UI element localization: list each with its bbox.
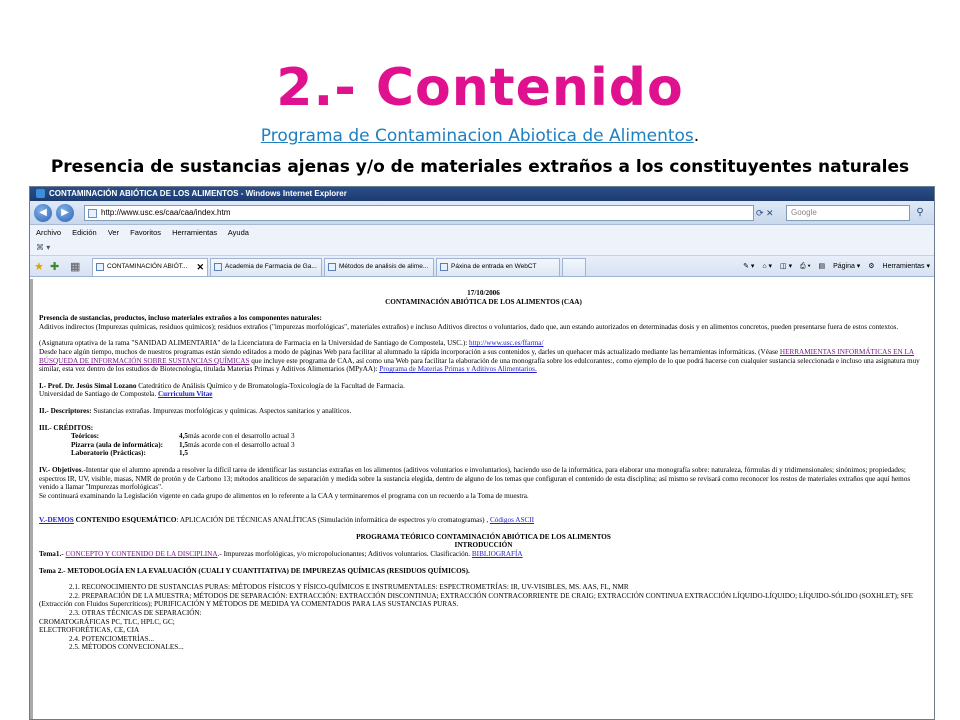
asignatura-paragraph: (Asignatura optativa de la rama "SANIDAD ALIMENTARIA" de la Licenciatura de Farmacia en la Universidad de Santiago de Compostela, USC.): http://www.usc.es/ffarma/: [39, 339, 544, 348]
credito-row: Pizarra (aula de informática): 1,5más acorde con el desarrollo actual 3: [71, 440, 295, 449]
search-input[interactable]: Google: [786, 205, 910, 221]
back-icon[interactable]: ◀: [34, 204, 52, 222]
curriculum-link[interactable]: Curriculum Vitae: [157, 390, 213, 399]
command-bar: [737, 259, 930, 275]
link-suffix: .: [693, 126, 700, 146]
page-date: 17/10/2006: [467, 289, 500, 297]
creditos-label: III.- CRÉDITOS:: [39, 423, 94, 432]
tab-webct[interactable]: [436, 258, 560, 276]
tema2-item: 2.5. MÉTODOS CONVECIONALES...: [69, 643, 184, 652]
tema2-item: CROMATOGRÁFICAS PC, TLC, HPLC, GC;: [39, 617, 175, 626]
profesor-paragraph: I.- Prof. Dr. Jesús Simal Lozano Catedrático de Análisis Químico y de Bromatología-Toxicología de la Facultad de Farmacia.: [39, 381, 405, 390]
page-menu[interactable]: ▤ Página ▾: [818, 263, 861, 270]
introduccion-heading: INTRODUCCIÓN: [454, 541, 513, 550]
tema2-item: 2.4. POTENCIOMETRÍAS...: [69, 634, 155, 643]
search-icon[interactable]: ⚲: [916, 207, 924, 218]
web-page-content: [30, 279, 934, 720]
tema2-item: 2.3. OTRAS TÉCNICAS DE SEPARACIÓN:: [69, 609, 202, 618]
tab-label: CONTAMINACIÓN ABIÓT...: [107, 263, 188, 270]
refresh-stop-icons[interactable]: ⟳ ✕: [756, 208, 774, 218]
favorites-star-icon[interactable]: ★: [34, 261, 44, 273]
materias-primas-link[interactable]: Programa de Materias Primas y Aditivos Alimentarios.: [379, 365, 537, 374]
universidad-line: Universidad de Santiago de Compostela. Curriculum Vitae: [39, 390, 213, 399]
tab-label: Métodos de analisis de alime...: [339, 263, 429, 270]
page-icon: [88, 209, 97, 218]
objetivos-paragraph-2: Se continuará examinando la Legislación vigente en cada grupo de alimentos en lo referente a la CAA y terminaremos el programa con un recuerdo a la Toma de muestra.: [39, 491, 529, 500]
desde-paragraph: Desde hace algún tiempo, muchos de nuestros programas están siendo editados a modo de páginas Web para facilitar al alumnado la rápida incorporación a sus contenidos y, darles un quehacer más actualizado mediante las herramientas informáticas. (Véase HERRAMIENTAS INFORMÁTICAS EN LA BÚSQUEDA DE INFORMACIÓN SOBRE SUSTANCIAS QUÍMICAS que incluye este programa de CAA, así como una Web para facilitar la elaboración de una monografía sobre los edulcorantes:, como ejemplo de lo que podrá hacerse con cualquier sustancia seleccionada e incluso una asignatura muy similar, esta vez dentro de los estudios de Biotecnología, titulada Materias Primas y Aditivos Alimentarios (MPyAA): Programa de Materias Primas y Aditivos Alimentarios.: [39, 347, 920, 374]
herramientas-link[interactable]: HERRAMIENTAS INFORMÁTICAS EN LA BÚSQUEDA DE INFORMACIÓN SOBRE SUSTANCIAS QUÍMICAS: [39, 347, 915, 365]
url-input[interactable]: [84, 205, 754, 221]
programa-heading: PROGRAMA TEÓRICO CONTAMINACIÓN ABIÓTICA DE LOS ALIMENTOS: [356, 532, 611, 541]
window-title: CONTAMINACIÓN ABIÓTICA DE LOS ALIMENTOS - Windows Internet Explorer: [49, 189, 347, 198]
tab-page-icon: [96, 263, 104, 271]
menu-ayuda[interactable]: Ayuda: [227, 228, 249, 237]
menu-edicion[interactable]: Edición: [72, 228, 97, 237]
tab-page-icon: [440, 263, 448, 271]
address-bar: [30, 201, 934, 225]
credito-row: Teóricos: 4,5más acorde con el desarrollo actual 3: [71, 432, 295, 441]
command-row: [30, 241, 934, 255]
tabs-bar: [30, 255, 934, 277]
tab-contaminacion[interactable]: [92, 258, 208, 276]
ie-icon: [36, 189, 45, 198]
tab-page-icon: [214, 263, 222, 271]
tema2-item: 2.2. PREPARACIÓN DE LA MUESTRA; MÉTODOS DE SEPARACIÓN: EXTRACCIÓN: EXTRACCIÓN DISCONTINUA; EXTRACCIÓN CONTRACORRIENTE DE CRAIG; EXTRACCIÓN CONTINUA EXTRACCIÓN LÍQUIDO-LÍQUIDO; LÍQUIDO-SÓLIDO (SOXHLET); SFE (Extracción con Fluidos Supercríticos); PURIFICACIÓN Y MÉTODOS DE MEDIDA YA COMENTADOS PARA LAS SUSTANCIAS PURAS.: [39, 591, 914, 609]
objetivos-paragraph: IV.- Objetivos.-Intentar que el alumno aprenda a resolver la difícil tarea de identificar las sustancias extrañas en los alimentos (aditivos voluntarios e involuntarios), haciendo uso de la informática, para elaborar una monografía sobre: naturaleza, fórmulas di y tridimensionales; sinónimos; propiedades; espectros IR, UV, visible, masas, NMR de protón y de Carbono 13; métodos analíticos de separación y medida sobre la sustancia elegida, dentro de alguno de los temas que configuran el contenido de esta disciplina; así mismo se revisará como reconocer los restos de materiales extraños que aquí hemos venido a llamar "Impurezas morfológicas".: [39, 465, 911, 492]
demos-link[interactable]: V.-DEMOS: [39, 516, 74, 525]
bibliografia-link[interactable]: BIBLIOGRAFÍA: [471, 550, 523, 559]
print-icon[interactable]: ⎙ ▾: [800, 263, 811, 270]
add-favorite-icon[interactable]: ✚: [50, 261, 60, 273]
tab-label: Academia de Farmacia de Ga...: [225, 263, 317, 270]
tab-page-icon: [328, 263, 336, 271]
menu-ver[interactable]: Ver: [107, 228, 120, 237]
tema2-line: Tema 2.- METODOLOGÍA EN LA EVALUACIÓN (CUALI Y CUANTITATIVA) DE IMPUREZAS QUÍMICAS (RESIDUOS QUÍMICOS).: [39, 566, 470, 575]
tema2-item: 2.1. RECONOCIMIENTO DE SUSTANCIAS PURAS: MÉTODOS FÍSICOS Y FÍSICO-QUÍMICOS E INSTRUMENTALES: ESPECTROMETRÍAS: IR, UV-VISIBLES, MS. AAS, FL, NMR: [69, 583, 629, 592]
close-icon[interactable]: ✕: [196, 262, 204, 272]
program-link[interactable]: Programa de Contaminacion Abiotica de Alimentos: [260, 126, 694, 146]
tema1-line: Tema1.- CONCEPTO Y CONTENIDO DE LA DISCIPLINA.- Impurezas morfológicas, y/o micropolucionantes; Aditivos voluntarios. Clasificación. BIBLIOGRAFÍA: [39, 550, 523, 559]
window-titlebar: [30, 187, 934, 201]
slide-title: 2.- Contenido: [276, 58, 684, 118]
esquematico-line: V.-DEMOS CONTENIDO ESQUEMÁTICO: APLICACIÓN DE TÉCNICAS ANALÍTICAS (Simulación informática de espectros y/o cromatogramas) , Códigos ASCII: [39, 516, 535, 525]
menu-archivo[interactable]: Archivo: [36, 228, 62, 237]
descriptores-line: II.- Descriptores: Sustancias extrañas. Impurezas morfológicas y químicas. Aspectos sanitarios y analíticos.: [39, 406, 352, 415]
tab-label: Páxina de entrada en WebCT: [451, 263, 537, 270]
presencia-title: Presencia de sustancias, productos, incluso materiales extraños a los componentes naturales:: [39, 314, 322, 323]
tools-menu[interactable]: ⚙ Herramientas ▾: [868, 263, 930, 270]
tab-academia[interactable]: [210, 258, 322, 276]
slide-link-line: [0, 124, 960, 148]
browser-window: [29, 186, 935, 720]
page-heading: CONTAMINACIÓN ABIÓTICA DE LOS ALIMENTOS (CAA): [385, 297, 582, 306]
codigos-link[interactable]: Códigos ASCII: [489, 516, 535, 525]
home-icon[interactable]: ⌂ ▾: [762, 263, 773, 270]
menu-favoritos[interactable]: Favoritos: [130, 228, 162, 237]
pen-icon[interactable]: ✎ ▾: [743, 263, 755, 270]
slide-subtitle: Presencia de sustancias ajenas y/o de materiales extraños a los constituyentes naturales: [50, 157, 910, 177]
ffarma-link[interactable]: http://www.usc.es/ffarma/: [469, 339, 544, 348]
menu-herramientas[interactable]: Herramientas: [172, 228, 218, 237]
url-text: http://www.usc.es/caa/caa/index.htm: [101, 208, 231, 217]
credito-row: Laboratorio (Prácticas): 1,5: [71, 449, 188, 458]
new-tab-button[interactable]: [562, 258, 586, 276]
forward-icon[interactable]: ▶: [56, 204, 74, 222]
tema2-item: ELECTROFORÉTICAS, CE, CIA: [39, 626, 140, 635]
presencia-text: Aditivos indirectos (Impurezas químicas, residuos químicos); residuos extraños ("impurezas morfológicas", materiales extraños) e incluso Aditivos directos o voluntarios, dado que, aun estando autorizados en determinadas dosis y en alimentos concretos, pueden presentarse fuera de estos contextos.: [39, 322, 899, 331]
feeds-icon[interactable]: ◫ ▾: [780, 263, 793, 270]
quick-tabs-icon[interactable]: ▦: [70, 261, 81, 273]
translate-icon[interactable]: ⌘ ▾: [36, 243, 51, 252]
tab-metodos[interactable]: [324, 258, 434, 276]
menu-bar: [30, 225, 934, 241]
concepto-link[interactable]: CONCEPTO Y CONTENIDO DE LA DISCIPLINA: [65, 550, 218, 559]
